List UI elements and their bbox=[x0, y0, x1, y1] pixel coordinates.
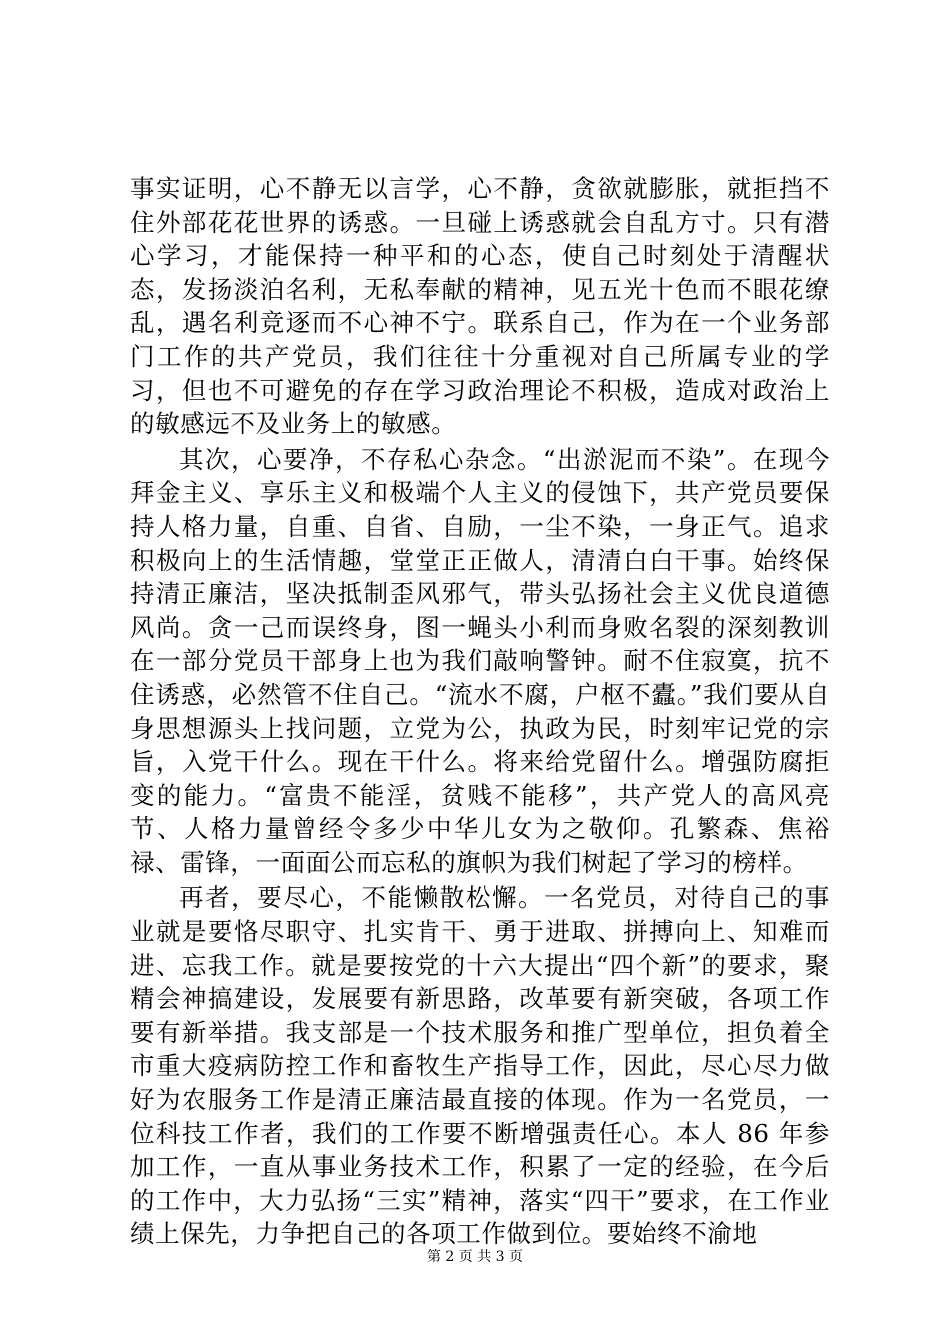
page-number: 第 2 页 共 3 页 bbox=[426, 1249, 524, 1265]
paragraph-1: 事实证明，心不静无以言学，心不静，贪欲就膨胀，就拒挡不住外部花花世界的诱惑。一旦碰上诱惑就会自乱方寸。只有潜心学习，才能保持一种平和的心态，使自己时刻处于清醒状态，发扬淡泊名利，无私奉献的精神，见五光十色而不眼花缭乱，遇名利竞逐而不心神不宁。联系自己，作为在一个业务部门工作的共产党员，我们往往十分重视对自己所属专业的学习，但也不可避免的存在学习政治理论不积极，造成对政治上的敏感远不及业务上的敏感。 bbox=[130, 174, 830, 439]
paragraph-2: 其次，心要净，不存私心杂念。“出淤泥而不染”。在现今拜金主义、享乐主义和极端个人主义的侵蚀下，共产党员要保持人格力量，自重、自省、自励，一尘不染，一身正气。追求积极向上的生活情趣，堂堂正正做人，清清白白干事。始终保持清正廉洁，坚决抵制歪风邪气，带头弘扬社会主义优良道德风尚。贪一己而误终身，图一蝇头小利而身败名裂的深刻教训在一部分党员干部身上也为我们敲响警钟。耐不住寂寞，抗不住诱惑，必然管不住自己。“流水不腐，户枢不蠹。”我们要从自身思想源头上找问题，立党为公，执政为民，时刻牢记党的宗旨，入党干什么。现在干什么。将来给党留什么。增强防腐拒变的能力。“富贵不能淫，贫贱不能移”，共产党人的高风亮节、人格力量曾经令多少中华儿女为之敬仰。孔繁森、焦裕禄、雷锋，一面面公而忘私的旗帜为我们树起了学习的榜样。 bbox=[130, 444, 830, 877]
document-body bbox=[130, 172, 830, 1253]
paragraph-3: 再者，要尽心，不能懒散松懈。一名党员，对待自己的事业就是要恪尽职守、扎实肯干、勇于进取、拼搏向上、知难而进、忘我工作。就是要按党的十六大提出“四个新”的要求，聚精会神搞建设，发展要有新思路，改革要有新突破，各项工作要有新举措。我支部是一个技术服务和推广型单位，担负着全市重大疫病防控工作和畜牧生产指导工作，因此，尽心尽力做好为农服务工作是清正廉洁最直接的体现。作为一名党员，一位科技工作者，我们的工作要不断增强责任心。本人 86 年参加工作，一直从事业务技术工作，积累了一定的经验，在今后的工作中，大力弘扬“三实”精神，落实“四干”要求，在工作业绩上保先，力争把自己的各项工作做到位。要始终不渝地 bbox=[130, 883, 830, 1249]
page-footer bbox=[0, 1246, 950, 1266]
